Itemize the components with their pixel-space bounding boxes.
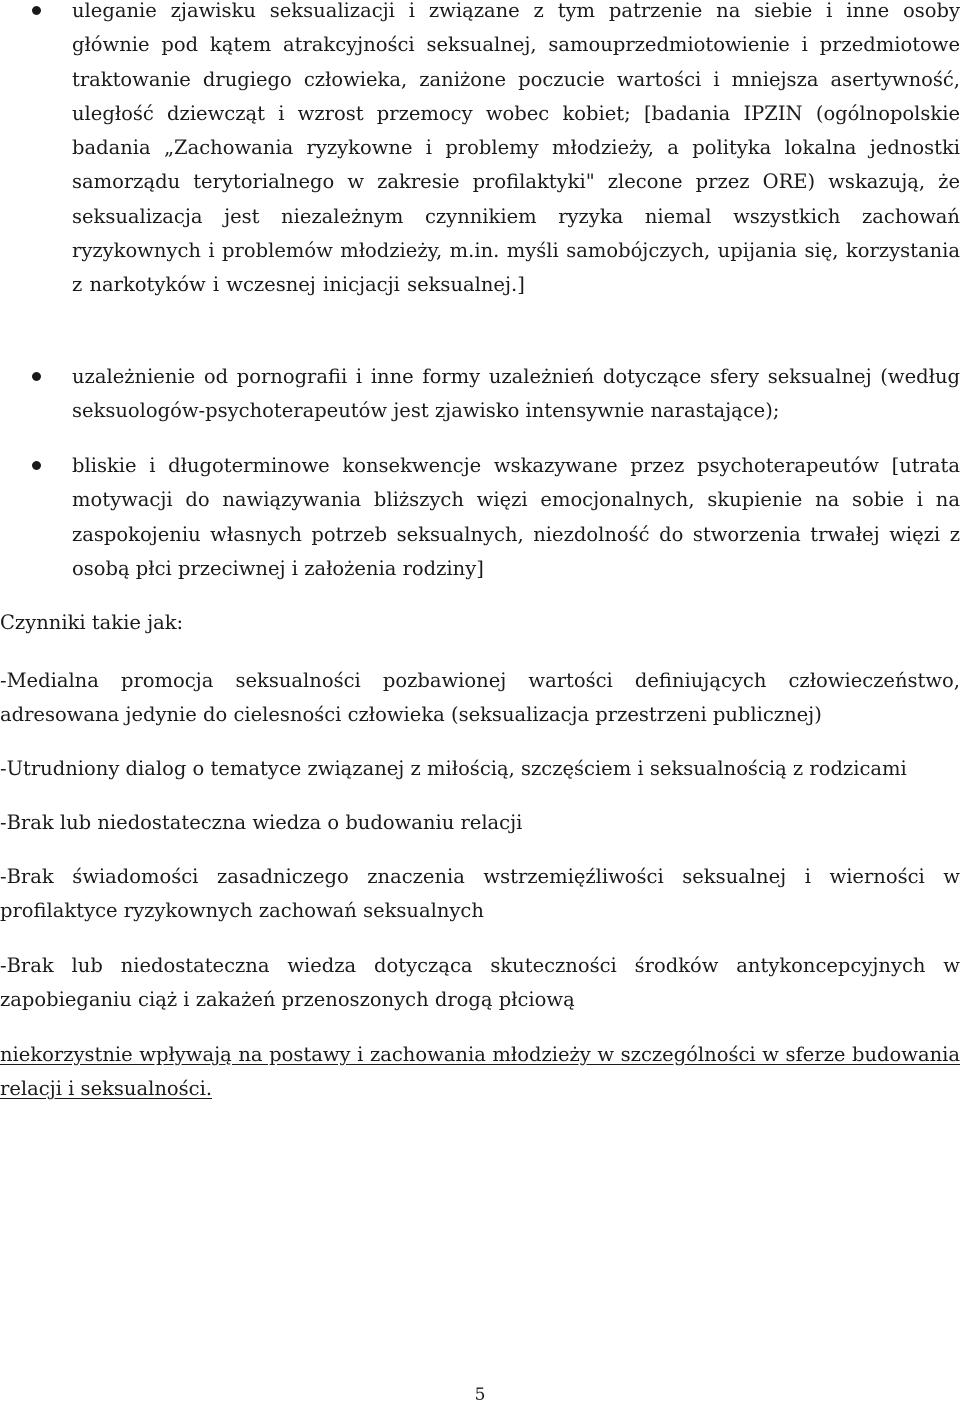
- bullet-text: uzależnienie od pornografii i inne formy uzależnień dotyczące sfery seksualnej (według seksuologów-psychoterapeutów jest zjawisko intensywnie narastające);: [72, 365, 960, 423]
- bullet-item: [0, 360, 960, 429]
- bullet-icon: [32, 461, 41, 470]
- page-number: 5: [474, 1385, 486, 1405]
- factor-item: -Brak świadomości zasadniczego znaczenia wstrzemięźliwości seksualnej i wierności w profilaktyce ryzykownych zachowań seksualnych: [0, 865, 960, 923]
- factor-item: -Utrudniony dialog o tematyce związanej z miłością, szczęściem i seksualnością z rodzicami: [0, 757, 907, 780]
- factor-item: -Medialna promocja seksualności pozbawionej wartości definiujących człowieczeństwo, adresowana jedynie do cielesności człowieka (seksualizacja przestrzeni publicznej): [0, 669, 960, 727]
- conclusion-text: niekorzystnie wpływają na postawy i zachowania młodzieży w szczególności w sferze budowania relacji i seksualności.: [0, 1043, 960, 1101]
- factor-item: -Brak lub niedostateczna wiedza o budowaniu relacji: [0, 811, 523, 834]
- bullet-icon: [32, 6, 41, 15]
- factor-item: -Brak lub niedostateczna wiedza dotycząca skuteczności środków antykoncepcyjnych w zapobieganiu ciąż i zakażeń przenoszonych drogą płciową: [0, 954, 960, 1012]
- bullet-text: uleganie zjawisku seksualizacji i związane z tym patrzenie na siebie i inne osoby głównie pod kątem atrakcyjności seksualnej, samouprzedmiotowienie i przedmiotowe traktowanie drugiego człowieka, zaniżone poczucie wartości i mniejsza asertywność, uległość dziewcząt i wzrost przemocy wobec kobiet; [badania IPZIN (ogólnopolskie badania „Zachowania ryzykowne i problemy młodzieży, a polityka lokalna jednostki samorządu terytorialnego w zakresie profilaktyki" zlecone przez ORE) wskazują, że seksualizacja jest niezależnym czynnikiem ryzyka niemal wszystkich zachowań ryzykownych i problemów młodzieży, m.in. myśli samobójczych, upijania się, korzystania z narkotyków i wczesnej inicjacji seksualnej.]: [72, 0, 960, 297]
- bullet-text: bliskie i długoterminowe konsekwencje wskazywane przez psychoterapeutów [utrata motywacji do nawiązywania bliższych więzi emocjonalnych, skupienie na sobie i na zaspokojeniu własnych potrzeb seksualnych, niezdolność do stworzenia trwałej więzi z osobą płci przeciwnej i założenia rodziny]: [72, 454, 960, 580]
- bullet-item: [0, 0, 960, 303]
- bullet-icon: [32, 372, 41, 381]
- factors-heading: Czynniki takie jak:: [0, 611, 184, 634]
- bullet-item: [0, 449, 960, 586]
